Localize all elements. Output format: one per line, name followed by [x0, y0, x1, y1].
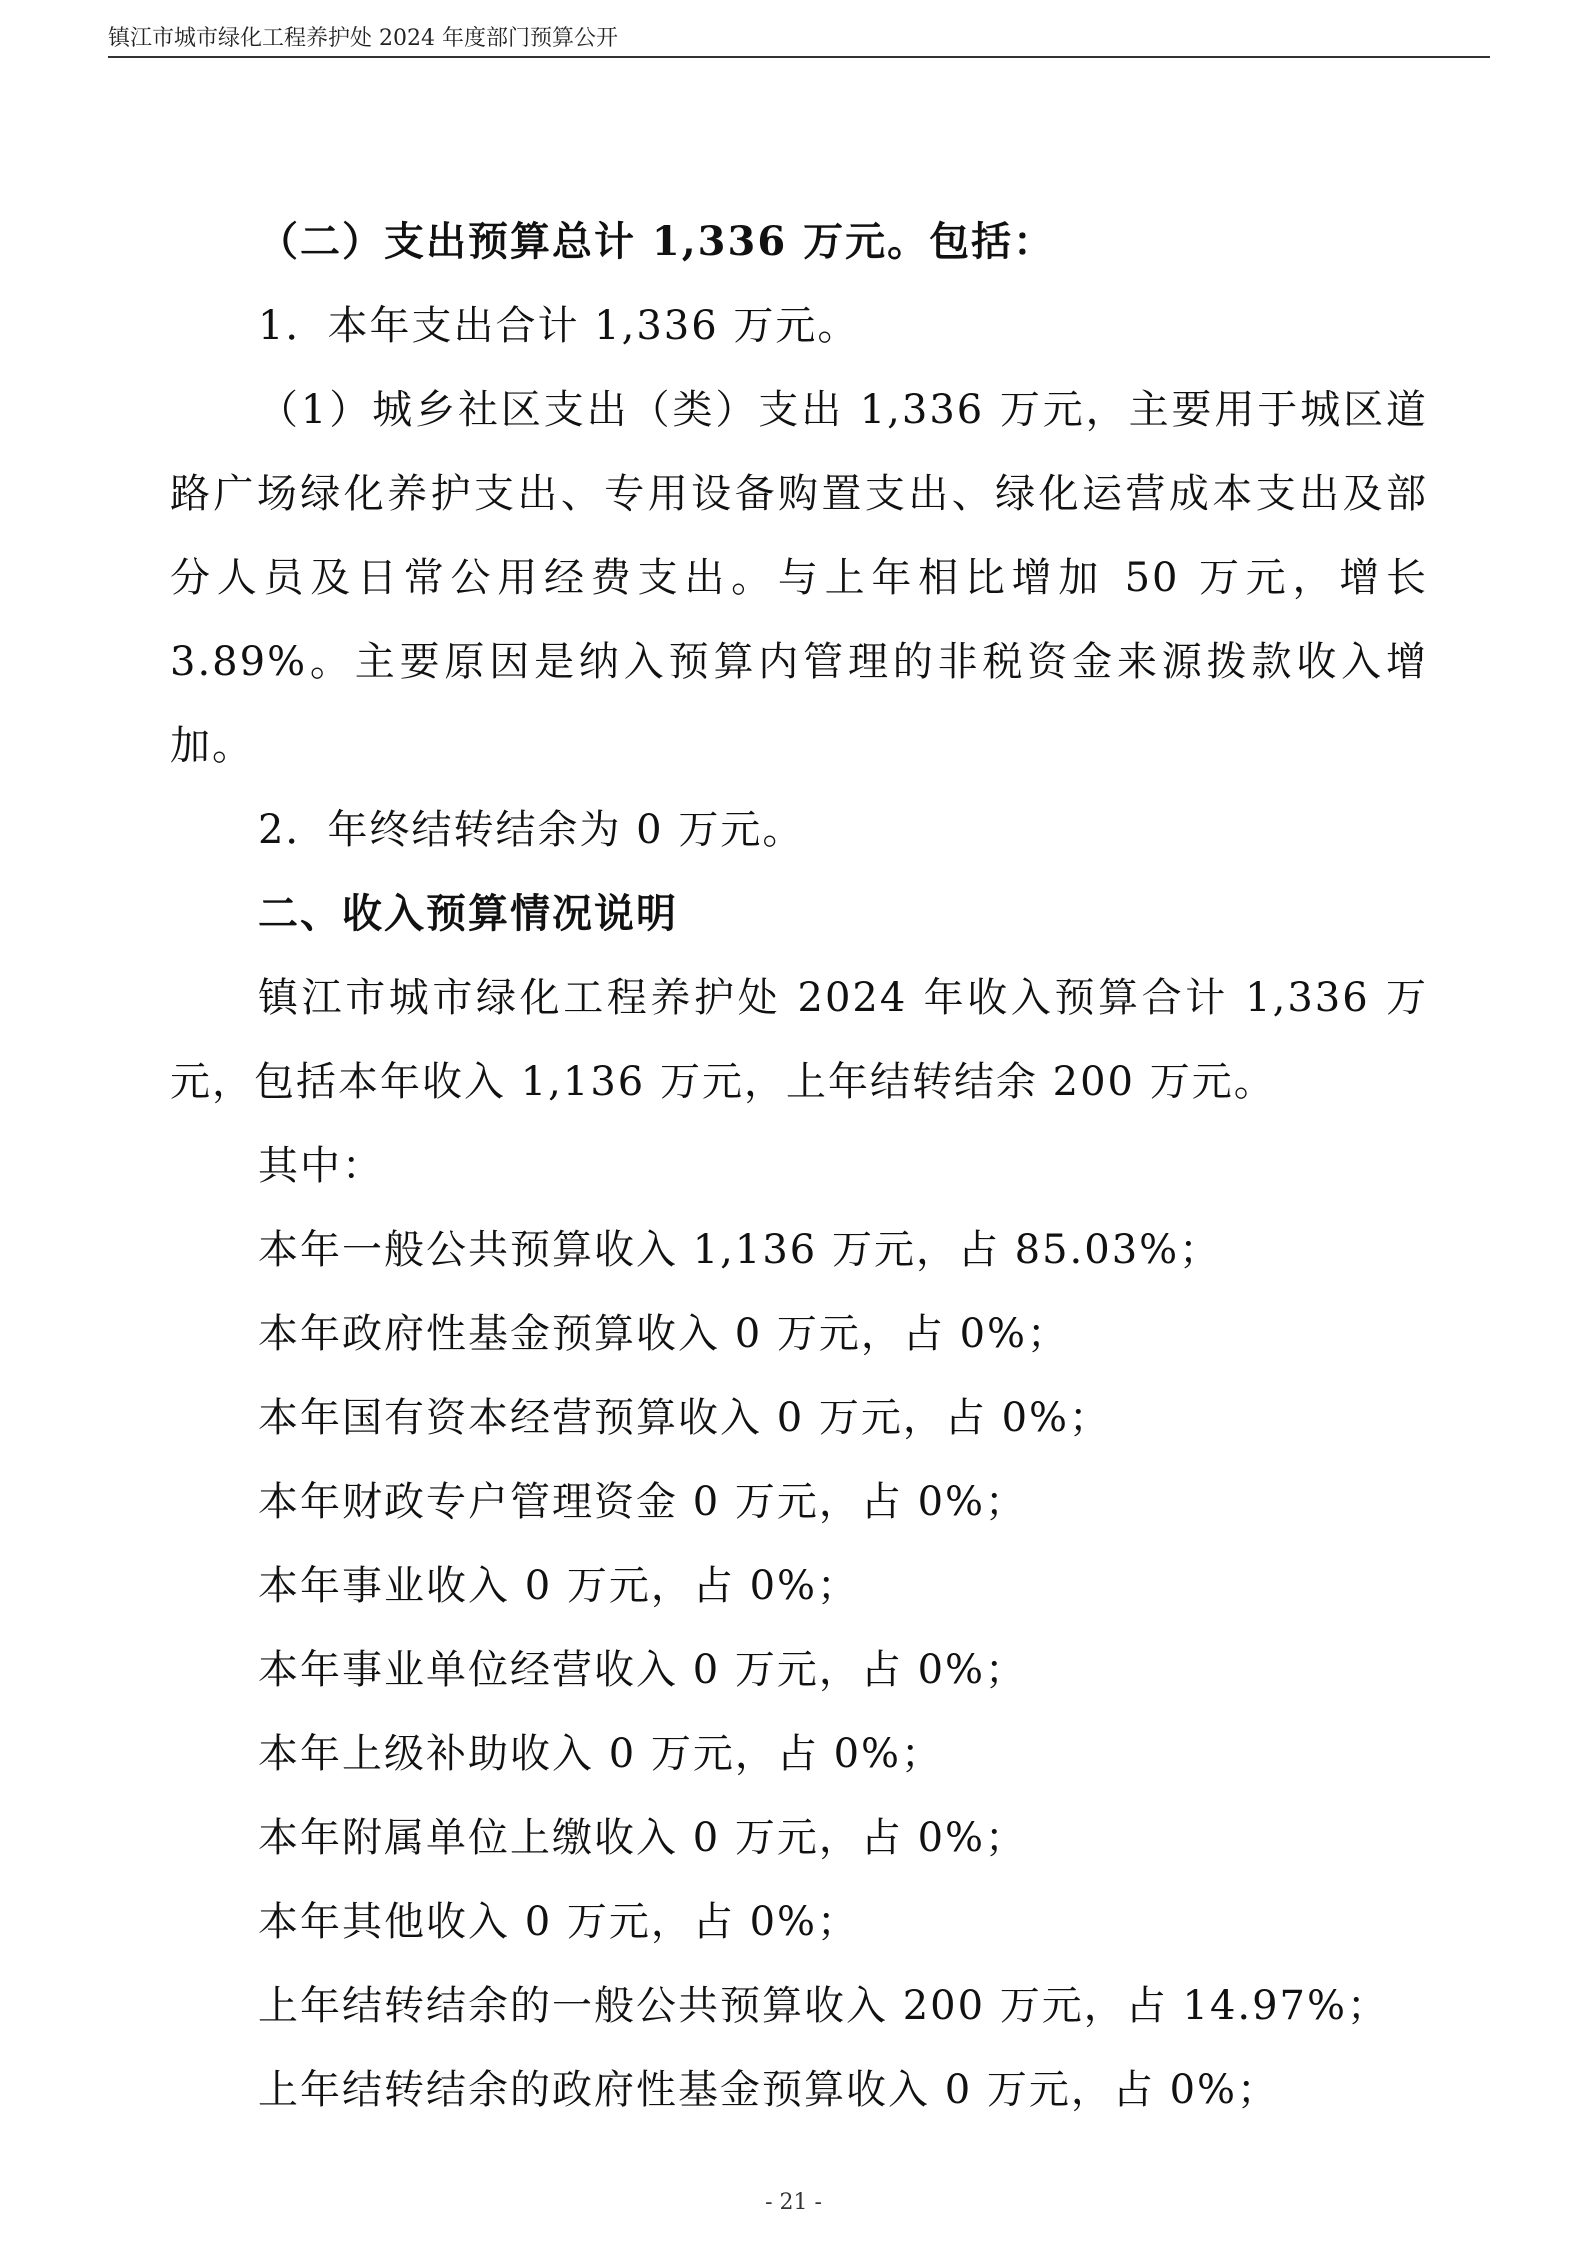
paragraph-line: 镇江市城市绿化工程养护处 2024 年收入预算合计 1,336 万: [258, 975, 1428, 1021]
paragraph-line: 1．本年支出合计 1,336 万元。: [258, 303, 860, 349]
income-item: 本年其他收入 0 万元，占 0%；: [258, 1899, 860, 1945]
income-item: 本年事业单位经营收入 0 万元，占 0%；: [258, 1647, 1028, 1693]
section-heading-income: 二、收入预算情况说明: [258, 890, 678, 937]
paragraph-line: 其中：: [258, 1143, 384, 1189]
paragraph-line: 路广场绿化养护支出、专用设备购置支出、绿化运营成本支出及部: [170, 471, 1428, 517]
income-item: 上年结转结余的一般公共预算收入 200 万元，占 14.97%；: [258, 1983, 1390, 2029]
income-item: 本年上级补助收入 0 万元，占 0%；: [258, 1731, 944, 1777]
paragraph-line: 分人员及日常公用经费支出。与上年相比增加 50 万元，增长: [170, 555, 1428, 601]
running-header: 镇江市城市绿化工程养护处 2024 年度部门预算公开: [108, 22, 1490, 58]
paragraph-line: 加。: [170, 723, 254, 769]
income-item: 本年国有资本经营预算收入 0 万元，占 0%；: [258, 1395, 1112, 1441]
income-item: 上年结转结余的政府性基金预算收入 0 万元，占 0%；: [258, 2067, 1280, 2113]
paragraph-line: （1）城乡社区支出（类）支出 1,336 万元，主要用于城区道: [258, 387, 1428, 433]
section-heading-expenditure-total: （二）支出预算总计 1,336 万元。包括：: [258, 218, 1056, 265]
document-body: [170, 200, 1428, 2132]
income-item: 本年事业收入 0 万元，占 0%；: [258, 1563, 860, 1609]
paragraph-line: 元，包括本年收入 1,136 万元，上年结转结余 200 万元。: [170, 1059, 1276, 1105]
income-item: 本年附属单位上缴收入 0 万元，占 0%；: [258, 1815, 1028, 1861]
paragraph-line: 2．年终结转结余为 0 万元。: [258, 807, 805, 853]
page-number: - 21 -: [765, 2190, 822, 2215]
income-item: 本年一般公共预算收入 1,136 万元，占 85.03%；: [258, 1227, 1222, 1273]
income-item: 本年政府性基金预算收入 0 万元，占 0%；: [258, 1311, 1070, 1357]
income-item: 本年财政专户管理资金 0 万元，占 0%；: [258, 1479, 1028, 1525]
paragraph-line: 3.89%。主要原因是纳入预算内管理的非税资金来源拨款收入增: [170, 639, 1428, 685]
